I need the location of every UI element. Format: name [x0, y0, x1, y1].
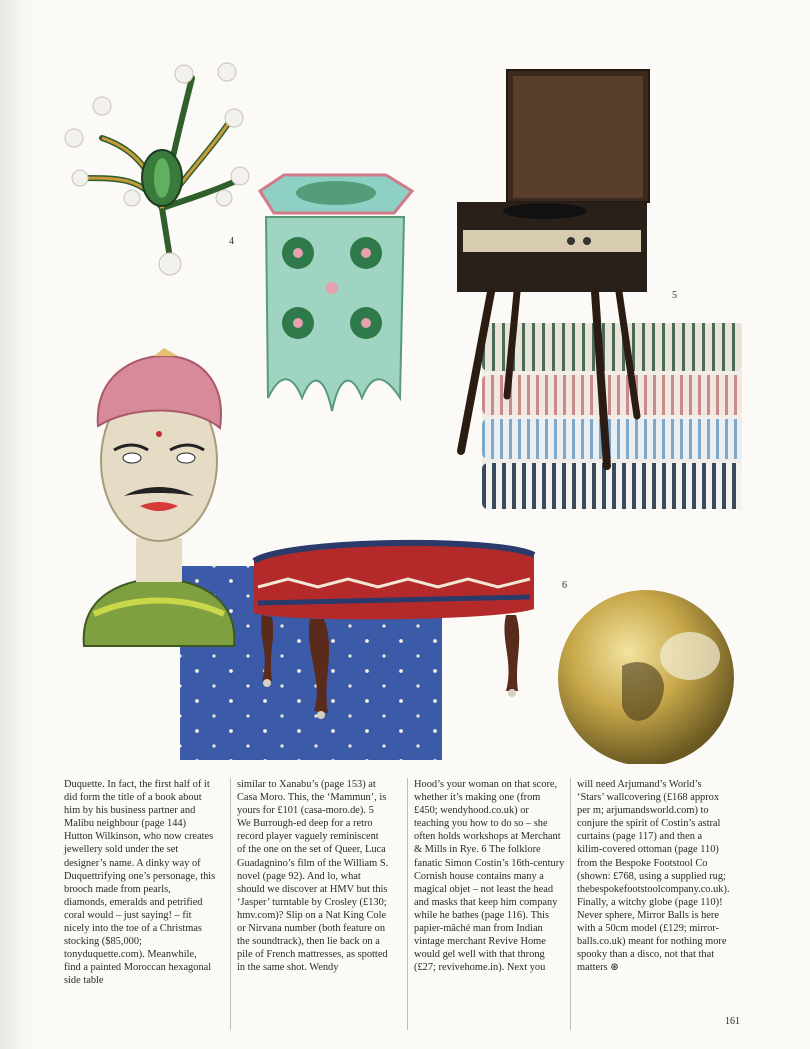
- page-gutter-shadow: [0, 0, 38, 1049]
- column-4-text: will need Arjumand’s World’s ‘Stars’ wallcovering (£168 approx per m; arjumandsworld.com) to conjure the spirit of Costin’s astral curtains (page 117) and then a kilim-covered ottoman (page 110) from the Bespoke Footstool Co (shown: £768, using a supplied rug; thebespokefootstoolcompany.co.uk). Finally, a witchy globe (page 110)! Never sphere, Mirror Balls is here with a 50cm model (£129; mirror-balls.co.uk) meant for nothing more spooky than a disco, not that that matters ⊛: [577, 779, 730, 974]
- column-3-text: Hood’s your woman on that score, whether it’s making one (from £450; wendyhood.co.uk) or teaching you how to do so – she often holds workshops at Merchant & Mills in Rye. 6 The folklore fanatic Simon Costin’s 16th-century Cornish house contains many a magical objet – not least the head and masks that keep him company while he bathes (page 116). This papier-mâché man from Indian vintage merchant Revive Home would gel well with that throng (£27; revivehome.in). Next you: [414, 779, 565, 974]
- text-column-4: [570, 778, 729, 1030]
- item-number-5: 5: [672, 290, 677, 301]
- moroccan-side-table-image: [254, 173, 416, 415]
- page-number: 161: [725, 1016, 740, 1027]
- text-column-3: [407, 778, 566, 1030]
- item-number-4: 4: [229, 236, 234, 247]
- papier-mache-head-image: [74, 346, 244, 650]
- column-2-text: similar to Xanabu’s (page 153) at Casa Moro. This, the ‘Mammun’, is yours for £101 (casa-moro.de). 5 We Burrough-ed deep for a retro record player vaguely reminiscent of the one on the set of Queer, Luca Guadagnino’s film of the William S. novel (page 92). And lo, what should we discover at HMV but this ‘Jasper’ turntable by Crosley (£130; hmv.com)? Slip on a Nat King Cole or Nirvana number (both feature on the soundtrack), then lie back on a pile of French mattresses, as spotted in the same shot. Wendy: [237, 779, 389, 974]
- mirror-ball-image: [552, 586, 740, 764]
- text-column-2: [230, 778, 389, 1030]
- column-1-text: Duquette. In fact, the first half of it did form the title of a book about him by his business partner and Malibu neighbour (page 144) Hutton Wilkinson, who now creates jewellery sold under the set designer’s name. A dinky way of Duquettrifying one’s personage, this brooch made from pearls, diamonds, emeralds and petrified coral would – just saying! – fit nicely into the toe of a Christmas stocking ($85,000; tonyduquette.com). Meanwhile, find a painted Moroccan hexagonal side table: [64, 779, 216, 987]
- kilim-ottoman-image: [248, 531, 540, 727]
- item-number-6: 6: [562, 580, 567, 591]
- text-column-1: [64, 778, 216, 1030]
- crosley-turntable-image: [455, 66, 655, 476]
